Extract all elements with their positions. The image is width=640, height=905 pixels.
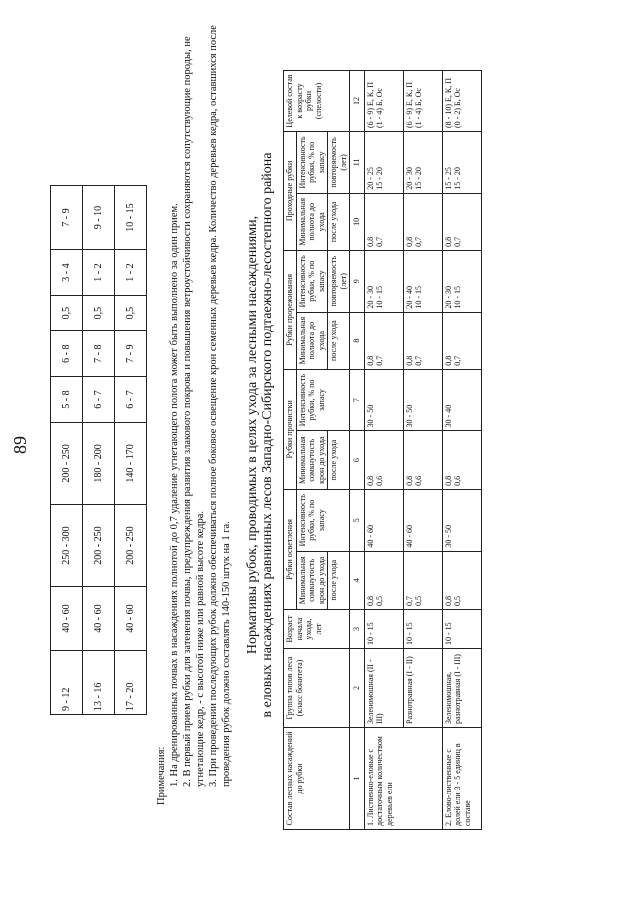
page-number: 89 <box>10 436 30 454</box>
value: 0,7 <box>375 236 384 247</box>
value: 20 - 30 <box>365 285 375 309</box>
title-line: Нормативы рубок, проводимых в целях ухода за лесными насаждениями, <box>245 215 260 655</box>
value: 0,7 <box>404 596 414 606</box>
table-cell: 5 - 8 <box>51 377 83 423</box>
header-cell: Рубки осветления <box>284 489 297 609</box>
column-number: 12 <box>350 71 365 132</box>
value: 0,5 <box>414 596 423 606</box>
value-cell <box>442 132 481 194</box>
table-cell: 7 - 8 <box>83 331 115 377</box>
value-cell <box>403 132 442 194</box>
table-row <box>83 186 115 715</box>
age-cell: 10 - 15 <box>442 610 481 649</box>
header-cell: Минимальная полнота до ухода <box>296 312 328 369</box>
value: 0,7 <box>414 236 423 247</box>
header-cell: после ухода <box>328 193 350 250</box>
table-cell: 9 - 12 <box>51 651 83 715</box>
value: 20 - 40 <box>404 285 414 309</box>
value-cell: 30 - 40 <box>442 369 481 431</box>
table-cell: 1 - 2 <box>83 250 115 296</box>
value: 0,7 <box>453 236 462 247</box>
note-item: 3. При проведении последующих рубок должно обеспечиваться полное боковое освещение крон семенных деревьев кедра. Количество деревьев кедра, оставшихся после проведения рубок должно составлять 140-150 штук на 1 га. <box>208 25 232 787</box>
forest-type-cell: Зеленомошная (II - III) <box>364 649 403 728</box>
table-cell: 200 - 250 <box>83 505 115 587</box>
table-cell: 17 - 20 <box>115 651 147 715</box>
table-cell: 10 - 15 <box>115 186 147 250</box>
header-cell: Целевой состав к возрасту рубки (спелости) <box>284 71 350 132</box>
column-number: 11 <box>350 132 365 194</box>
value-cell <box>442 431 481 489</box>
table-cell: 9 - 10 <box>83 186 115 250</box>
value: 0,8 <box>443 596 453 606</box>
table-cell: 13 - 16 <box>83 651 115 715</box>
value: 0,8 <box>404 236 414 247</box>
column-number: 10 <box>350 193 365 250</box>
value: 0,8 <box>404 475 414 486</box>
header-cell: Минимальная сомкнутость крон до ухода <box>296 551 328 609</box>
header-cell: Минимальная сомкнутость крон до ухода <box>296 431 328 489</box>
value: 0,6 <box>375 475 384 486</box>
column-number: 1 <box>350 728 365 830</box>
note-item: 1. На дренированных почвах в насаждениях полнотой до 0,7 удаление угнетающего полога может быть выполнено за один прием. <box>169 203 180 787</box>
value-cell <box>364 132 403 194</box>
value: 20 - 30 <box>404 167 414 190</box>
table-cell: 6 - 8 <box>51 331 83 377</box>
value: 0,8 <box>365 475 375 486</box>
header-cell: Возраст начала ухода, лет <box>284 610 350 649</box>
value-cell <box>364 431 403 489</box>
main-table <box>283 70 482 830</box>
value: 0,8 <box>365 236 375 247</box>
forest-type-cell: Разнотравная (I - II) <box>403 649 442 728</box>
table-cell: 3 - 4 <box>51 250 83 296</box>
table-cell: 40 - 60 <box>115 587 147 651</box>
column-number: 9 <box>350 250 365 312</box>
value: 0,5 <box>375 596 384 606</box>
value: 10 - 15 <box>375 285 384 309</box>
notes-heading: Примечания: <box>156 746 167 805</box>
header-cell: после ухода <box>328 551 350 609</box>
column-number: 3 <box>350 610 365 649</box>
column-number: 6 <box>350 431 365 489</box>
header-cell: Интенсивность рубки, % по запасу <box>296 132 328 194</box>
table-row <box>51 186 83 715</box>
target-cell: (6 - 9) Е, К, П (1 - 4) Б, Ос <box>403 71 442 132</box>
top-table <box>50 185 147 715</box>
value-cell: 40 - 60 <box>403 489 442 551</box>
table-cell: 200 - 250 <box>51 422 83 504</box>
composition-cell: 1. Лиственно-еловые с достаточным количеством деревьев ели <box>364 728 442 830</box>
value: 0,8 <box>443 236 453 247</box>
age-cell: 10 - 15 <box>403 610 442 649</box>
table-cell: 7 - 9 <box>51 186 83 250</box>
header-cell: после ухода <box>328 431 350 489</box>
value-cell <box>364 312 403 369</box>
value: 15 - 20 <box>414 167 423 190</box>
value: 0,8 <box>404 355 414 366</box>
header-cell: Интенсивность рубки, % по запасу <box>296 489 350 551</box>
target-cell: (6 - 9) Е, К, П (1 - 4) Б, Ос <box>364 71 403 132</box>
value: 20 - 30 <box>443 285 453 309</box>
value-cell <box>442 312 481 369</box>
value-cell <box>403 312 442 369</box>
value-cell: 40 - 60 <box>364 489 403 551</box>
target-cell: (8 - 10) Е, К, П (0 - 2) Б, Ос <box>442 71 481 132</box>
value: 10 - 15 <box>453 285 462 309</box>
header-cell: Состав лесных насаждений до рубки <box>284 728 350 830</box>
value: 0,6 <box>453 475 462 486</box>
value-cell: 30 - 50 <box>442 489 481 551</box>
column-number: 8 <box>350 312 365 369</box>
header-cell: повторяемость (лет) <box>328 132 350 194</box>
header-cell: повторяемость (лет) <box>328 250 350 312</box>
table-cell: 180 - 200 <box>83 422 115 504</box>
table-row <box>442 71 481 830</box>
header-cell: Проходные рубки <box>284 132 297 251</box>
table-row <box>115 186 147 715</box>
value-cell <box>442 551 481 609</box>
value-cell <box>403 431 442 489</box>
table-row <box>364 71 403 830</box>
value-cell <box>403 250 442 312</box>
header-row <box>284 71 297 830</box>
value: 0,8 <box>365 355 375 366</box>
table-row <box>403 71 442 830</box>
value: 15 - 25 <box>443 167 453 190</box>
table-cell: 6 - 7 <box>83 377 115 423</box>
value: 0,7 <box>414 355 423 366</box>
age-cell: 10 - 15 <box>364 610 403 649</box>
header-cell: после ухода <box>328 312 350 369</box>
table-cell: 7 - 9 <box>115 331 147 377</box>
value: 20 - 25 <box>365 167 375 190</box>
forest-type-cell: Зеленомошная, разнотравная (I - III) <box>442 649 481 728</box>
note-item: 2. В первый прием рубки для затенения почвы, предупреждения развития злакового покрова и повышения ветроустойчивости сохраняются сопутствующие породы, не угнетающие кедр, - с высотой ниже или равной высоте кедра. <box>182 36 206 787</box>
value: 0,8 <box>443 355 453 366</box>
table-cell: 0,5 <box>51 295 83 330</box>
header-cell: Интенсивность рубки, % по запасу <box>296 369 350 431</box>
table-cell: 1 - 2 <box>115 250 147 296</box>
table-cell: 200 - 250 <box>115 505 147 587</box>
header-cell: Интенсивность рубки, % по запасу <box>296 250 328 312</box>
value-cell <box>403 551 442 609</box>
table-cell: 250 - 300 <box>51 505 83 587</box>
table-cell: 0,5 <box>83 295 115 330</box>
column-number-row <box>350 71 365 830</box>
table-cell: 140 - 170 <box>115 422 147 504</box>
column-number: 4 <box>350 551 365 609</box>
value-cell <box>364 193 403 250</box>
table-cell: 0,5 <box>115 295 147 330</box>
value-cell: 30 - 50 <box>364 369 403 431</box>
value-cell <box>364 551 403 609</box>
table-cell: 40 - 60 <box>51 587 83 651</box>
table-cell: 40 - 60 <box>83 587 115 651</box>
value-cell <box>442 193 481 250</box>
value: 0,7 <box>375 355 384 366</box>
value-cell: 30 - 50 <box>403 369 442 431</box>
table-title <box>245 65 275 805</box>
value: 10 - 15 <box>414 285 423 309</box>
value-cell <box>364 250 403 312</box>
column-number: 5 <box>350 489 365 551</box>
header-cell: Рубки прочистки <box>284 369 297 489</box>
table-cell: 6 - 7 <box>115 377 147 423</box>
value: 15 - 20 <box>453 167 462 190</box>
header-cell: Рубки прореживания <box>284 250 297 369</box>
value-cell <box>403 193 442 250</box>
value: 0,7 <box>453 355 462 366</box>
value: 0,6 <box>414 475 423 486</box>
value: 0,8 <box>443 475 453 486</box>
value: 0,8 <box>365 596 375 606</box>
column-number: 2 <box>350 649 365 728</box>
column-number: 7 <box>350 369 365 431</box>
title-line: в еловых насаждениях равнинных лесов Западно-Сибирского подтаежно-лесостепного района <box>260 152 275 718</box>
value: 0,5 <box>453 596 462 606</box>
header-cell: Минимальная полнота до ухода <box>296 193 328 250</box>
header-cell: Группа типов леса (класс бонитета) <box>284 649 350 728</box>
notes <box>155 25 233 805</box>
composition-cell: 2. Елово-лиственные с долей ели 3 - 5 единиц в составе <box>442 728 481 830</box>
value: 15 - 20 <box>375 167 384 190</box>
value-cell <box>442 250 481 312</box>
